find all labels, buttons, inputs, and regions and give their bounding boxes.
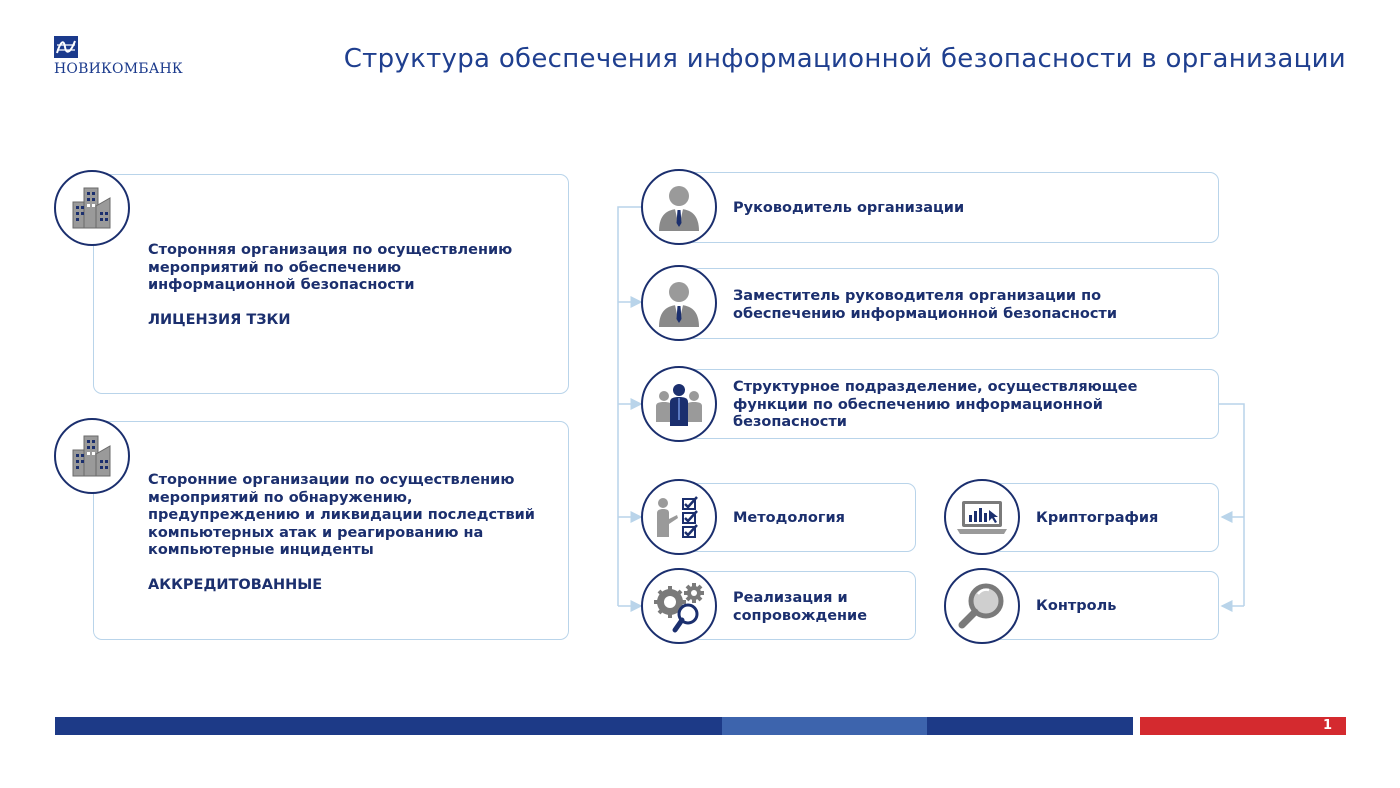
unit-label: Структурное подразделение, осуществляющее функции по обеспечению информационной безопасности xyxy=(733,379,1138,430)
checklist-icon xyxy=(641,479,717,555)
footer-bar-red xyxy=(1140,717,1346,735)
laptop-chart-icon xyxy=(944,479,1020,555)
page-title: Структура обеспечения информационной безопасности в организации xyxy=(343,44,1346,74)
manager-icon xyxy=(641,265,717,341)
logo-text: НОВИКОМБАНК xyxy=(54,61,183,77)
bank-logo xyxy=(54,36,194,82)
implementation-label: Реализация и сопровождение xyxy=(733,590,868,624)
buildings-icon xyxy=(54,418,130,494)
license-tag: ЛИЦЕНЗИЯ ТЗКИ xyxy=(148,312,291,328)
buildings-icon xyxy=(54,170,130,246)
logo-mark-icon xyxy=(54,36,78,58)
head-label: Руководитель организации xyxy=(733,200,965,216)
footer-bar-navy-2 xyxy=(927,717,1133,735)
crypto-label: Криптография xyxy=(1036,510,1159,526)
accredited-tag: АККРЕДИТОВАННЫЕ xyxy=(148,577,323,593)
accredited-orgs-text: Сторонние организации по осуществлению мероприятий по обнаружению, предупреждению и ликвидации последствий компьютерных атак и реагированию на компьютерные инциденты xyxy=(148,472,535,558)
footer-bar-mid xyxy=(722,717,927,735)
team-icon xyxy=(641,366,717,442)
page-number: 1 xyxy=(1322,718,1332,733)
manager-icon xyxy=(641,169,717,245)
methodology-label: Методология xyxy=(733,510,845,526)
footer-bar-navy xyxy=(55,717,722,735)
gears-icon xyxy=(641,568,717,644)
magnifier-icon xyxy=(944,568,1020,644)
deputy-label: Заместитель руководителя организации по обеспечению информационной безопасности xyxy=(733,288,1117,322)
external-org-text: Сторонняя организация по осуществлению мероприятий по обеспечению информационной безопасности xyxy=(148,242,513,293)
control-label: Контроль xyxy=(1036,598,1117,614)
